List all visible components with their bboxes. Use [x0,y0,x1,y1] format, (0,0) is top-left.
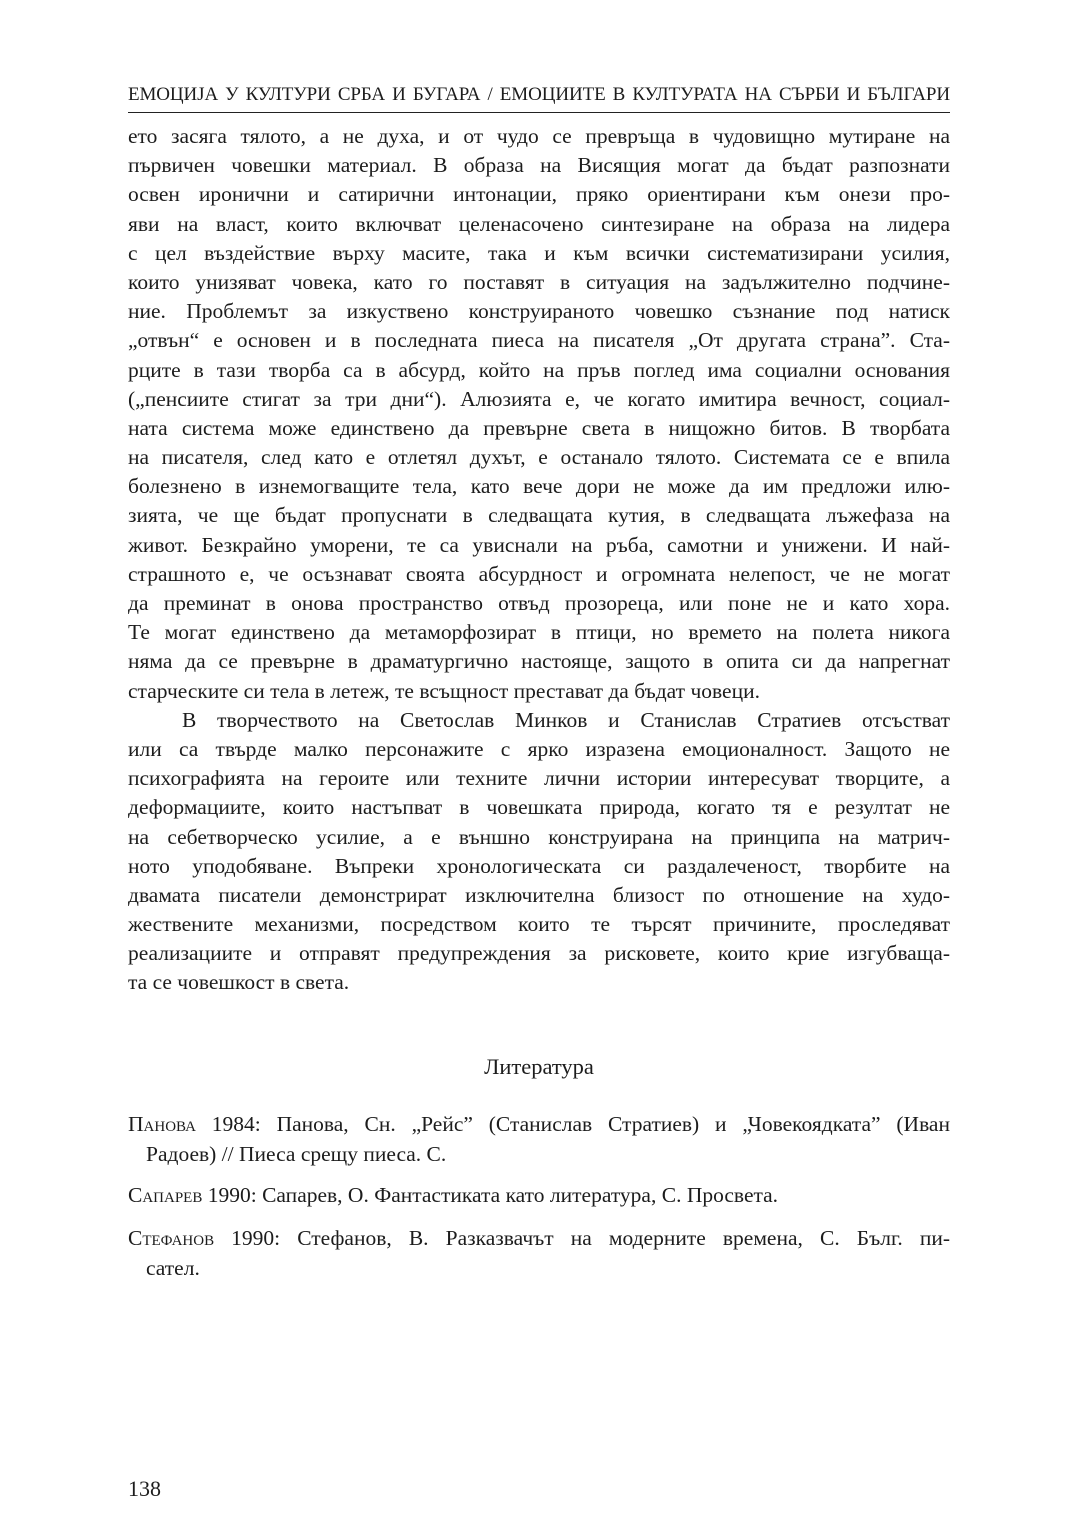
text-line: жествените механизми, посредством които те търсят причините, проследяват [128,912,950,937]
text-line: да преминат в онова пространство отвъд прозореца, или поне не и като хора. [128,591,950,615]
text-line: „отвън“ е основен и в последната пиеса на писателя „От другата страна”. Ста- [128,328,950,353]
text-line: живот. Безкрайно уморени, те са увиснали на ръба, самотни и унижени. И най- [128,532,950,557]
text-line: или са твърде малко персонажите с ярко изразена емоционалност. Защото не [128,736,950,761]
reference-text: 1984: Панова, Сн. „Рейс” (Станислав Стратиев) и „Човекоядката” (Иван [195,1112,950,1136]
reference-text: 1990: Сапарев, О. Фантастиката като литература, С. Просвета. [202,1183,779,1207]
reference-line [128,1181,950,1211]
text-line: рците в тази творба са в абсурд, който на пръв поглед има социални основания [128,357,950,382]
text-line: („пенсиите стигат за три дни“). Алюзията е, че когато имитира вечност, социал- [128,386,950,411]
reference-author: Панова [128,1112,196,1136]
reference-author: Сапарев [128,1183,203,1207]
reference-line: Радоев) // Пиеса срещу пиеса. С. [146,1141,447,1166]
text-line: та се човешкост в света. [128,970,350,995]
reference-text: 1990: Стефанов, В. Разказвачът на модерните времена, С. Бълг. пи- [214,1226,950,1250]
text-line: деформациите, които настъпват в човешката природа, когато тя е резултат не [128,795,950,820]
text-line: страшното е, че осъзнават своята абсурдност и огромната нелепост, че не могат [128,561,950,586]
references-title: Литература [484,1054,594,1079]
text-line: които унизяват човека, като го поставят в ситуация на задължително подчине- [128,269,950,294]
text-line: зията, че ще бъдат пропуснати в следващата кутия, в следващата лъжефаза на [128,503,950,528]
reference-line [128,1224,950,1254]
text-line: с цел въздействие върху масите, така и към всички систематизирани усилия, [128,240,950,265]
reference-entry [128,1224,950,1283]
main-text [128,122,950,998]
text-line: Те могат единствено да метаморфозират в птици, но времето на полета никога [128,620,950,645]
text-line: старческите си тела в летеж, те всъщност престават да бъдат човеци. [128,678,760,703]
text-line: ната система може единствено да превърне света в нищожно битов. В творбата [128,415,950,440]
running-title: ЕМОЦИЈА У КУЛТУРИ СРБА И БУГАРА / ЕМОЦИИТЕ В КУЛТУРАТА НА СЪРБИ И БЪЛГАРИ [128,84,950,105]
text-line: психографията на героите или техните лични истории интересуват творците, а [128,766,950,791]
text-line: ние. Проблемът за изкуствено конструираното човешко съзнание под натиск [128,299,950,324]
reference-author: Стефанов [128,1226,215,1250]
text-line: яви на власт, които включват целенасочено синтезиране на образа на лидера [128,211,950,236]
text-line: няма да се превърне в драматургично настояще, защото в опита си да напрегнат [128,649,950,674]
text-line: на себетворческо усилие, а е външно конструирана на принципа на матрич- [128,824,950,849]
text-line: на писателя, след като е отлетял духът, е останало тялото. Системата се е впила [128,445,950,470]
text-line: ното уподобяване. Въпреки хронологическата си раздалеченост, творбите на [128,853,950,878]
running-header [128,80,950,113]
reference-line: сател. [146,1255,200,1280]
text-line: първичен човешки материал. В образа на Висящия могат да бъдат разпознати [128,153,950,178]
text-line: двамата писатели демонстрират изключителна близост по отношение на худо- [128,882,950,907]
reference-entry [128,1110,950,1169]
text-line: реализациите и отправят предупреждения за рисковете, които крие изгубваща- [128,941,950,966]
text-line: В творчеството на Светослав Минков и Станислав Стратиев отсъстват [182,707,950,732]
page-number: 138 [128,1476,161,1501]
text-line: болезнено в изнемогващите тела, като вече дори не може да им предложи илю- [128,474,950,499]
text-line: ето засяга тялото, а не духа, и от чудо се превръща в чудовищно мутиране на [128,124,950,148]
text-line: освен иронични и сатирични интонации, пряко ориентирани към онези про- [128,182,950,207]
reference-line [128,1110,950,1140]
reference-entry [128,1181,950,1211]
